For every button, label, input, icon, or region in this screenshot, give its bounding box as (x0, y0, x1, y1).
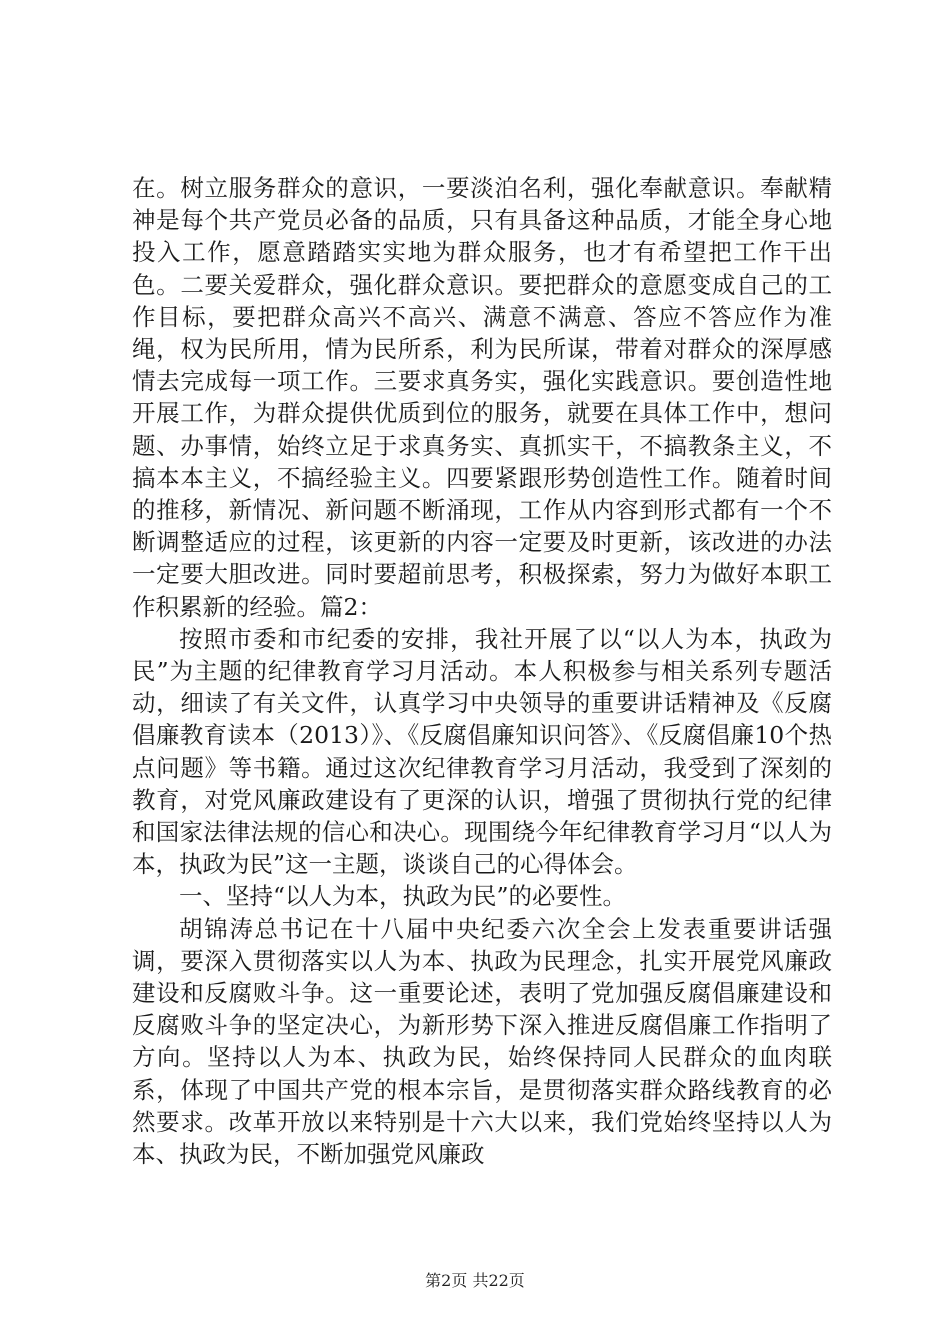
paragraph-1: 在。树立服务群众的意识，一要淡泊名利，强化奉献意识。奉献精神是每个共产党员必备的品质，只有具备这种品质，才能全身心地投入工作，愿意踏踏实实地为群众服务，也才有希望把工作干出色。二要关爱群众，强化群众意识。要把群众的意愿变成自己的工作目标，要把群众高兴不高兴、满意不满意、答应不答应作为准绳，权为民所用，情为民所系，利为民所谋，带着对群众的深厚感情去完成每一项工作。三要求真务实，强化实践意识。要创造性地开展工作，为群众提供优质到位的服务，就要在具体工作中，想问题、办事情，始终立足于求真务实、真抓实干，不搞教条主义，不搞本本主义，不搞经验主义。四要紧跟形势创造性工作。随着时间的推移，新情况、新问题不断涌现，工作从内容到形式都有一个不断调整适应的过程，该更新的内容一定要及时更新，该改进的办法一定要大胆改进。同时要超前思考，积极探索，努力为做好本职工作积累新的经验。篇2： (132, 174, 832, 621)
page-number: 第2页 共22页 (425, 1271, 525, 1290)
section-heading: 一、坚持“以人为本，执政为民”的必要性。 (179, 882, 627, 911)
paragraph-2: 按照市委和市纪委的安排，我社开展了以“以人为本，执政为民”为主题的纪律教育学习月活动。本人积极参与相关系列专题活动，细读了有关文件，认真学习中央领导的重要讲话精神及《反腐倡廉教育读本（2013）》、《反腐倡廉知识问答》、《反腐倡廉10个热点问题》等书籍。通过这次纪律教育学习月活动，我受到了深刻的教育，对党风廉政建设有了更深的认识，增强了贯彻执行党的纪律和国家法律法规的信心和决心。现围绕今年纪律教育学习月“以人为本，执政为民”这一主题，谈谈自己的心得体会。 (132, 624, 832, 879)
paragraph-3: 胡锦涛总书记在十八届中央纪委六次全会上发表重要讲话强调，要深入贯彻落实以人为本、执政为民理念，扎实开展党风廉政建设和反腐败斗争。这一重要论述，表明了党加强反腐倡廉建设和反腐败斗争的坚定决心，为新形势下深入推进反腐倡廉工作指明了方向。坚持以人为本、执政为民，始终保持同人民群众的血肉联系，体现了中国共产党的根本宗旨，是贯彻落实群众路线教育的必然要求。改革开放以来特别是十六大以来，我们党始终坚持以人为本、执政为民，不断加强党风廉政 (132, 914, 832, 1169)
page-footer (0, 1271, 950, 1291)
document-body (132, 172, 832, 1170)
